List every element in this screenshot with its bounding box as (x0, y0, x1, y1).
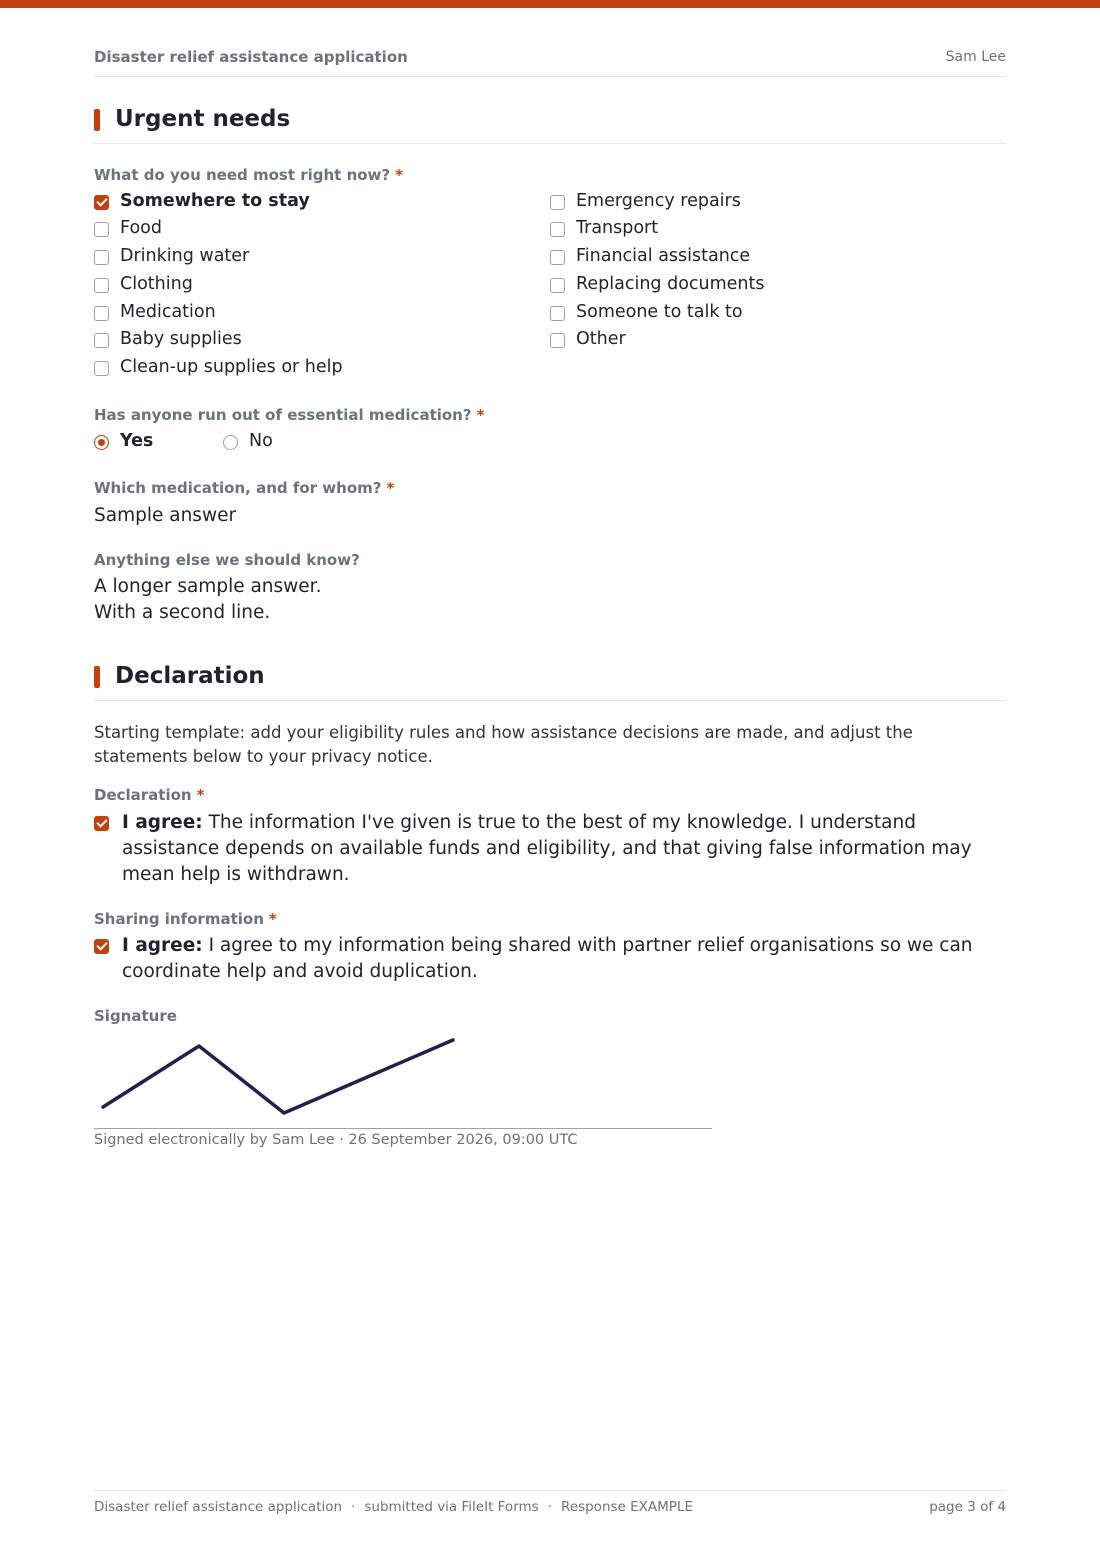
checkbox-icon[interactable] (94, 250, 109, 265)
sharing-agree-checkbox[interactable] (94, 939, 109, 954)
need-option-label: Somewhere to stay (120, 191, 310, 211)
footer-meta (94, 1499, 693, 1515)
footer-separator: · (547, 1499, 552, 1515)
need-option-label: Drinking water (120, 246, 250, 266)
need-option-label: Emergency repairs (576, 191, 741, 211)
need-option-label: Transport (576, 218, 659, 238)
checkbox-icon[interactable] (550, 306, 565, 321)
signature-label: Signature (94, 1007, 177, 1025)
section-urgent-needs (94, 107, 1006, 144)
need-option-label: Financial assistance (576, 246, 751, 266)
need-option-label: Baby supplies (120, 329, 242, 349)
medication-which-text: Which medication, and for whom? (94, 479, 382, 497)
signature-stroke (103, 1040, 453, 1113)
need-option-label: Other (576, 329, 626, 349)
sharing-label-text: Sharing information (94, 910, 264, 928)
anything-else-answer-line-2: With a second line. (94, 602, 271, 623)
need-option-label: Replacing documents (576, 274, 765, 294)
checkbox-checked-icon[interactable] (94, 195, 109, 210)
declaration-text: The information I've given is true to the best of my knowledge. I understand assistance depends on available funds and eligibility, and that giving false information may mean help is withdrawn. (122, 812, 972, 885)
declaration-intro: Starting template: add your eligibility rules and how assistance decisions are made, and adjust the statements below to your privacy notice. (94, 723, 913, 766)
top-accent-bar (0, 0, 1100, 8)
page-footer (94, 1490, 1006, 1521)
footer-form-name: Disaster relief assistance application (94, 1499, 343, 1515)
signature-caption: Signed electronically by Sam Lee · 26 September 2026, 09:00 UTC (94, 1132, 578, 1148)
radio-icon[interactable] (223, 435, 238, 450)
footer-submitted: submitted via FileIt Forms (364, 1499, 539, 1515)
radio-label: Yes (120, 431, 154, 451)
needs-question-text: What do you need most right now? (94, 166, 391, 184)
medication-out-text: Has anyone run out of essential medication? (94, 406, 472, 424)
section-accent-bar (94, 109, 100, 131)
section-declaration (94, 664, 1006, 701)
required-mark: * (476, 406, 485, 424)
sharing-label (94, 910, 277, 928)
checkbox-icon[interactable] (94, 222, 109, 237)
signature-box (94, 1034, 712, 1129)
anything-else-answer-line-1: A longer sample answer. (94, 576, 322, 597)
needs-question-label (94, 166, 403, 184)
footer-response: Response EXAMPLE (561, 1499, 693, 1515)
checkbox-icon[interactable] (550, 278, 565, 293)
signature-drawing (94, 1034, 712, 1128)
required-mark: * (386, 479, 395, 497)
section-accent-bar (94, 666, 100, 688)
declaration-label (94, 786, 204, 804)
sharing-text: I agree to my information being shared with partner relief organisations so we can coordinate help and avoid duplication. (122, 935, 973, 982)
need-option-label: Food (120, 218, 162, 238)
declaration-label-text: Declaration (94, 786, 192, 804)
need-option-label: Clothing (120, 274, 193, 294)
declaration-agree-checkbox[interactable] (94, 816, 109, 831)
agree-prefix: I agree: (122, 812, 203, 833)
checkbox-icon[interactable] (550, 333, 565, 348)
section-title: Urgent needs (115, 106, 291, 132)
medication-which-label (94, 479, 394, 497)
checkbox-icon[interactable] (94, 333, 109, 348)
checkbox-icon[interactable] (550, 250, 565, 265)
medication-which-answer: Sample answer (94, 505, 237, 526)
checkbox-icon[interactable] (94, 278, 109, 293)
footer-page-number: page 3 of 4 (929, 1499, 1006, 1515)
radio-selected-icon[interactable] (94, 435, 109, 450)
required-mark: * (196, 786, 205, 804)
running-header-title: Disaster relief assistance application (94, 48, 408, 66)
footer-separator: · (351, 1499, 356, 1515)
running-header (94, 48, 1006, 77)
agree-prefix: I agree: (122, 935, 203, 956)
running-header-user: Sam Lee (945, 49, 1006, 65)
checkbox-icon[interactable] (94, 361, 109, 376)
anything-else-label: Anything else we should know? (94, 551, 360, 569)
required-mark: * (395, 166, 403, 184)
declaration-agree-statement (94, 810, 1006, 888)
need-option-label: Medication (120, 302, 216, 322)
radio-label: No (249, 431, 273, 451)
medication-out-label (94, 406, 484, 424)
checkbox-icon[interactable] (550, 195, 565, 210)
checkbox-icon[interactable] (94, 306, 109, 321)
checkbox-icon[interactable] (550, 222, 565, 237)
sharing-agree-statement (94, 933, 1006, 985)
section-title: Declaration (115, 663, 265, 689)
need-option-label: Clean-up supplies or help (120, 357, 343, 377)
required-mark: * (268, 910, 277, 928)
need-option-label: Someone to talk to (576, 302, 743, 322)
